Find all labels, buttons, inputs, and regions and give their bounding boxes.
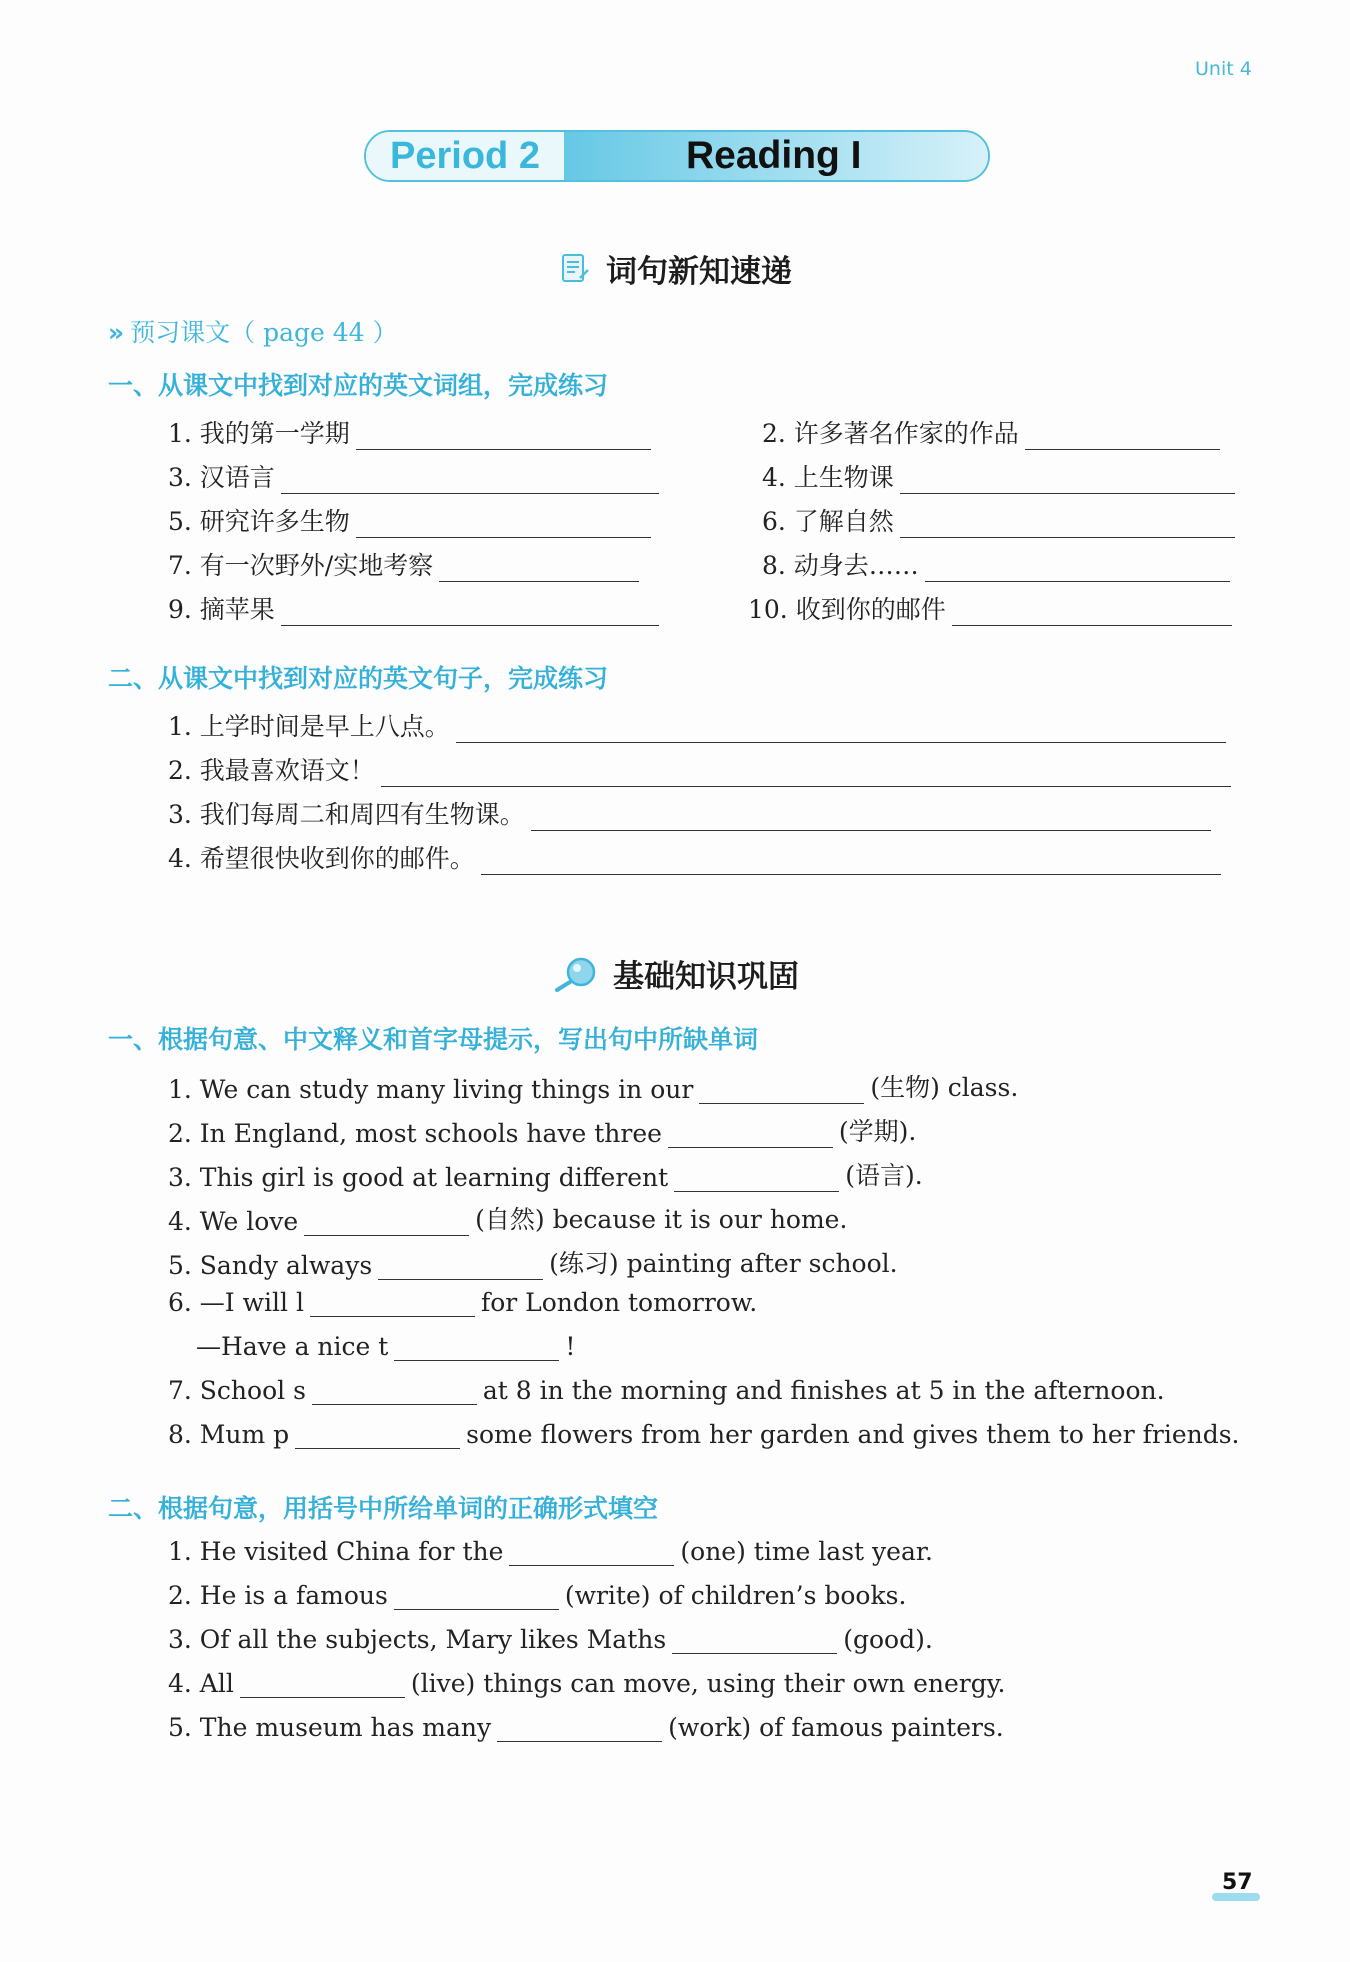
answer-blank[interactable] bbox=[356, 509, 651, 538]
exercise-item: 4. All (live) things can move, using their own energy. bbox=[168, 1669, 1006, 1698]
preview-line bbox=[108, 313, 398, 349]
exercise-item: 1. We can study many living things in our (生物) class. bbox=[168, 1073, 1019, 1104]
sentence-item: 3. 我们每周二和周四有生物课。 bbox=[168, 795, 1217, 831]
phrase-item: 6. 了解自然 bbox=[762, 502, 1241, 538]
phrase-item: 5. 研究许多生物 bbox=[168, 502, 657, 538]
answer-blank[interactable] bbox=[378, 1251, 543, 1280]
sentence-item: 1. 上学时间是早上八点。 bbox=[168, 707, 1232, 743]
exercise-item: 3. This girl is good at learning different (语言). bbox=[168, 1161, 923, 1192]
phrase-item: 1. 我的第一学期 bbox=[168, 414, 657, 450]
answer-blank[interactable] bbox=[672, 1625, 837, 1654]
exercise-item: 8. Mum p some flowers from her garden and gives them to her friends. bbox=[168, 1420, 1240, 1449]
answer-blank[interactable] bbox=[456, 714, 1226, 743]
answer-blank[interactable] bbox=[900, 509, 1235, 538]
answer-blank[interactable] bbox=[668, 1119, 833, 1148]
answer-blank[interactable] bbox=[900, 465, 1235, 494]
answer-blank[interactable] bbox=[699, 1075, 864, 1104]
answer-blank[interactable] bbox=[531, 802, 1211, 831]
part2-title: 二、从课文中找到对应的英文句子，完成练习 bbox=[108, 664, 609, 693]
exercise-item: 5. The museum has many (work) of famous painters. bbox=[168, 1713, 1004, 1742]
exercise-item: 6. —I will l for London tomorrow. bbox=[168, 1288, 758, 1317]
answer-blank[interactable] bbox=[481, 846, 1221, 875]
lesson-title: Reading I bbox=[564, 132, 988, 180]
answer-blank[interactable] bbox=[509, 1537, 674, 1566]
answer-blank[interactable] bbox=[356, 421, 651, 450]
answer-blank[interactable] bbox=[381, 758, 1231, 787]
exercise-item: —Have a nice t ! bbox=[196, 1332, 576, 1361]
exercise-item: 2. He is a famous (write) of children’s books. bbox=[168, 1581, 907, 1610]
answer-blank[interactable] bbox=[925, 553, 1230, 582]
part3-title: 一、根据句意、中文释义和首字母提示，写出句中所缺单词 bbox=[108, 1025, 759, 1054]
period-banner bbox=[364, 130, 990, 182]
exercise-item: 7. School s at 8 in the morning and finishes at 5 in the afternoon. bbox=[168, 1376, 1165, 1405]
phrase-item: 3. 汉语言 bbox=[168, 458, 665, 494]
part4-title: 二、根据句意，用括号中所给单词的正确形式填空 bbox=[108, 1494, 659, 1523]
preview-text: 预习课文（ page 44 ） bbox=[130, 318, 398, 347]
sentence-item: 4. 希望很快收到你的邮件。 bbox=[168, 839, 1227, 875]
answer-blank[interactable] bbox=[394, 1581, 559, 1610]
phrase-item: 2. 许多著名作家的作品 bbox=[762, 414, 1226, 450]
answer-blank[interactable] bbox=[240, 1669, 405, 1698]
section-vocab-header bbox=[0, 246, 1350, 291]
exercise-item: 2. In England, most schools have three (学期). bbox=[168, 1117, 917, 1148]
answer-blank[interactable] bbox=[281, 597, 659, 626]
answer-blank[interactable] bbox=[394, 1332, 559, 1361]
unit-label: Unit 4 bbox=[1195, 58, 1252, 80]
notes-icon bbox=[558, 252, 592, 286]
answer-blank[interactable] bbox=[281, 465, 659, 494]
answer-blank[interactable] bbox=[312, 1376, 477, 1405]
answer-blank[interactable] bbox=[439, 553, 639, 582]
answer-blank[interactable] bbox=[497, 1713, 662, 1742]
sentence-item: 2. 我最喜欢语文！ bbox=[168, 751, 1237, 787]
exercise-item: 4. We love (自然) because it is our home. bbox=[168, 1205, 848, 1236]
section-basics-header bbox=[0, 951, 1350, 996]
section-basics-title: 基础知识巩固 bbox=[613, 959, 799, 995]
answer-blank[interactable] bbox=[304, 1207, 469, 1236]
phrase-item: 8. 动身去…… bbox=[762, 546, 1236, 582]
answer-blank[interactable] bbox=[674, 1163, 839, 1192]
phrase-item: 9. 摘苹果 bbox=[168, 590, 665, 626]
period-label: Period 2 bbox=[366, 132, 564, 180]
exercise-item: 5. Sandy always (练习) painting after school. bbox=[168, 1249, 898, 1280]
part1-title: 一、从课文中找到对应的英文词组，完成练习 bbox=[108, 371, 609, 400]
page-number: 57 bbox=[1222, 1870, 1253, 1895]
exercise-item: 1. He visited China for the (one) time last year. bbox=[168, 1537, 933, 1566]
answer-blank[interactable] bbox=[310, 1288, 475, 1317]
exercise-item: 3. Of all the subjects, Mary likes Maths (good). bbox=[168, 1625, 933, 1654]
answer-blank[interactable] bbox=[1025, 421, 1220, 450]
phrase-item: 7. 有一次野外/实地考察 bbox=[168, 546, 645, 582]
section-vocab-title: 词句新知速递 bbox=[606, 254, 792, 290]
phrase-item: 10. 收到你的邮件 bbox=[748, 590, 1238, 626]
double-chevron-icon: » bbox=[108, 318, 125, 347]
phrase-item: 4. 上生物课 bbox=[762, 458, 1241, 494]
answer-blank[interactable] bbox=[295, 1420, 460, 1449]
answer-blank[interactable] bbox=[952, 597, 1232, 626]
magnifier-icon bbox=[551, 955, 599, 993]
